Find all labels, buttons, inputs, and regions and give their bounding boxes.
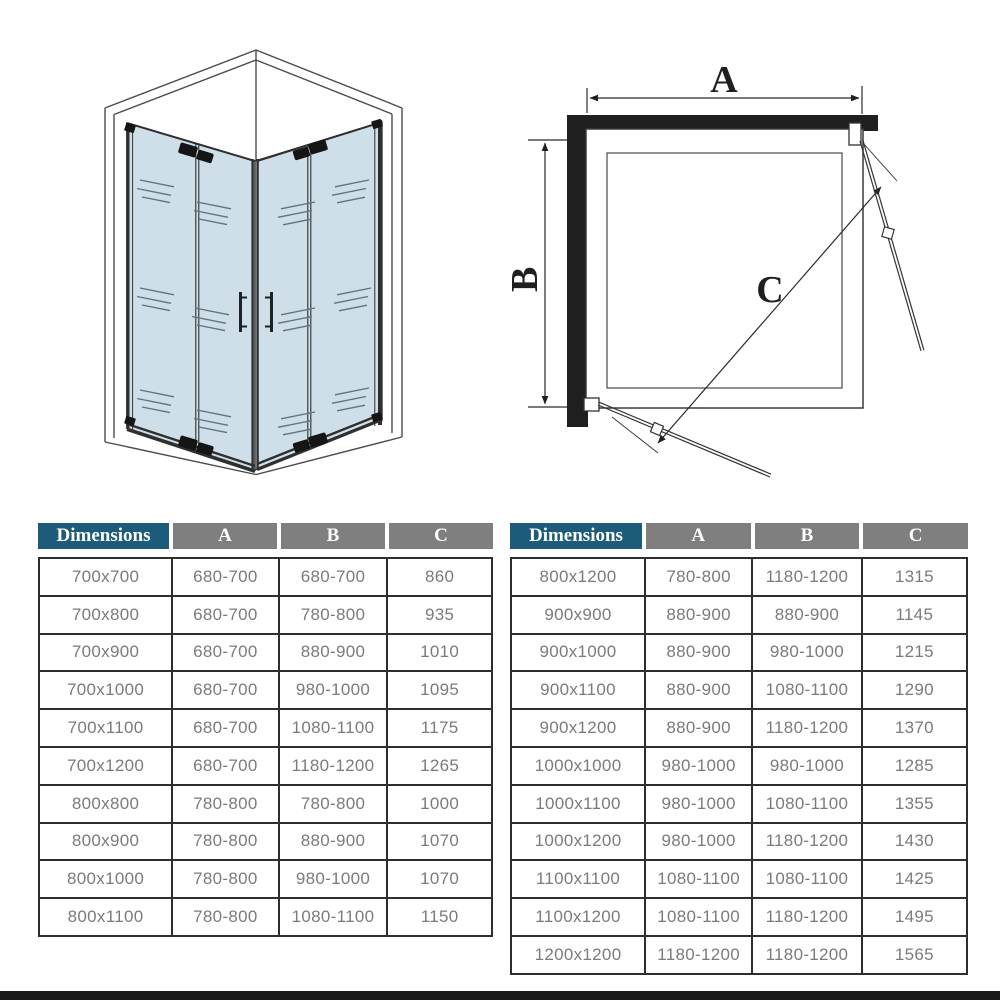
size-cell: 700x1200 [39,747,172,785]
size-row [39,823,492,861]
size-row [511,936,967,974]
door-leaf-top-right [860,140,924,351]
size-cell: 880-900 [752,596,861,634]
size-cell: 680-700 [172,634,278,672]
size-cell: 800x1200 [511,558,645,596]
size-cell: 700x1100 [39,709,172,747]
size-row [511,785,967,823]
door-fold-hinge [882,227,894,239]
header-cell-dimensions: Dimensions [510,523,642,549]
pivot-block-bottom [584,398,599,411]
size-cell: 1180-1200 [752,898,861,936]
size-row [511,747,967,785]
label-b: B [504,266,546,292]
size-row [39,785,492,823]
size-cell: 900x900 [511,596,645,634]
size-cell: 700x800 [39,596,172,634]
size-row [39,860,492,898]
pivot-block-top [849,123,861,145]
size-row [39,596,492,634]
size-cell: 880-900 [645,634,752,672]
glass-panel-left-face [127,123,255,470]
size-cell: 1180-1200 [752,709,861,747]
size-cell: 780-800 [172,823,278,861]
size-cell: 900x1100 [511,671,645,709]
size-cell: 680-700 [172,558,278,596]
size-cell: 1000x1000 [511,747,645,785]
size-cell: 980-1000 [645,785,752,823]
size-cell: 1070 [387,823,492,861]
size-cell: 1080-1100 [279,898,388,936]
size-row [511,709,967,747]
isometric-drawing [85,40,407,480]
size-cell: 1100x1100 [511,860,645,898]
size-cell: 700x900 [39,634,172,672]
size-row [511,596,967,634]
size-cell: 1265 [387,747,492,785]
size-row [39,898,492,936]
size-cell: 780-800 [645,558,752,596]
size-cell: 980-1000 [279,671,388,709]
size-cell: 1180-1200 [752,558,861,596]
header-cell-a: A [646,523,751,549]
bottom-bar [0,991,1000,1000]
size-cell: 1285 [862,747,967,785]
size-cell: 880-900 [279,823,388,861]
size-cell: 1100x1200 [511,898,645,936]
header-cell-b: B [281,523,385,549]
size-cell: 1010 [387,634,492,672]
size-cell: 1355 [862,785,967,823]
size-cell: 680-700 [279,558,388,596]
size-cell: 980-1000 [645,747,752,785]
size-cell: 680-700 [172,747,278,785]
size-row [39,671,492,709]
size-table-left-body [38,557,493,937]
size-cell: 980-1000 [645,823,752,861]
size-cell: 860 [387,558,492,596]
size-cell: 880-900 [279,634,388,672]
label-c: C [756,269,784,311]
label-a: A [710,59,738,101]
size-row [39,709,492,747]
size-cell: 680-700 [172,596,278,634]
size-cell: 1145 [862,596,967,634]
size-cell: 1180-1200 [645,936,752,974]
size-cell: 1080-1100 [752,671,861,709]
size-cell: 1180-1200 [752,823,861,861]
size-cell: 880-900 [645,709,752,747]
size-cell: 1080-1100 [752,785,861,823]
size-cell: 900x1200 [511,709,645,747]
size-cell: 1080-1100 [752,860,861,898]
size-cell: 1495 [862,898,967,936]
size-cell: 1070 [387,860,492,898]
size-cell: 780-800 [279,596,388,634]
size-row [511,558,967,596]
size-cell: 1000 [387,785,492,823]
size-row [511,634,967,672]
size-cell: 680-700 [172,709,278,747]
plan-view-drawing [500,40,980,490]
size-table-right-header [510,523,968,549]
header-cell-c: C [389,523,493,549]
size-row [39,634,492,672]
header-cell-dimensions: Dimensions [38,523,169,549]
size-cell: 1080-1100 [645,898,752,936]
size-row [511,823,967,861]
size-row [511,898,967,936]
size-cell: 1430 [862,823,967,861]
glass-panels [127,122,382,470]
size-cell: 935 [387,596,492,634]
size-cell: 900x1000 [511,634,645,672]
size-cell: 780-800 [172,860,278,898]
size-cell: 1370 [862,709,967,747]
size-cell: 980-1000 [752,747,861,785]
size-table-left [38,523,493,937]
size-cell: 1080-1100 [279,709,388,747]
size-cell: 880-900 [645,671,752,709]
size-cell: 1150 [387,898,492,936]
size-cell: 980-1000 [752,634,861,672]
size-cell: 800x1100 [39,898,172,936]
size-cell: 880-900 [645,596,752,634]
size-row [511,671,967,709]
size-row [39,558,492,596]
header-cell-a: A [173,523,277,549]
size-cell: 1290 [862,671,967,709]
glass-panel-right-face [255,122,382,470]
size-cell: 1425 [862,860,967,898]
size-cell: 1180-1200 [752,936,861,974]
size-cell: 800x800 [39,785,172,823]
size-cell: 800x1000 [39,860,172,898]
size-cell: 1200x1200 [511,936,645,974]
size-table-right-body [510,557,968,975]
size-cell: 1315 [862,558,967,596]
size-cell: 700x1000 [39,671,172,709]
size-cell: 1175 [387,709,492,747]
size-cell: 680-700 [172,671,278,709]
header-cell-b: B [755,523,860,549]
size-cell: 1215 [862,634,967,672]
size-cell: 780-800 [279,785,388,823]
size-table-right [510,523,968,975]
size-cell: 1180-1200 [279,747,388,785]
size-cell: 980-1000 [279,860,388,898]
size-cell: 800x900 [39,823,172,861]
header-cell-c: C [863,523,968,549]
size-row [39,747,492,785]
size-cell: 1080-1100 [645,860,752,898]
size-cell: 1565 [862,936,967,974]
size-cell: 1000x1200 [511,823,645,861]
size-cell: 1000x1100 [511,785,645,823]
size-cell: 780-800 [172,898,278,936]
size-cell: 780-800 [172,785,278,823]
size-table-left-header [38,523,493,549]
size-cell: 700x700 [39,558,172,596]
size-row [511,860,967,898]
size-cell: 1095 [387,671,492,709]
